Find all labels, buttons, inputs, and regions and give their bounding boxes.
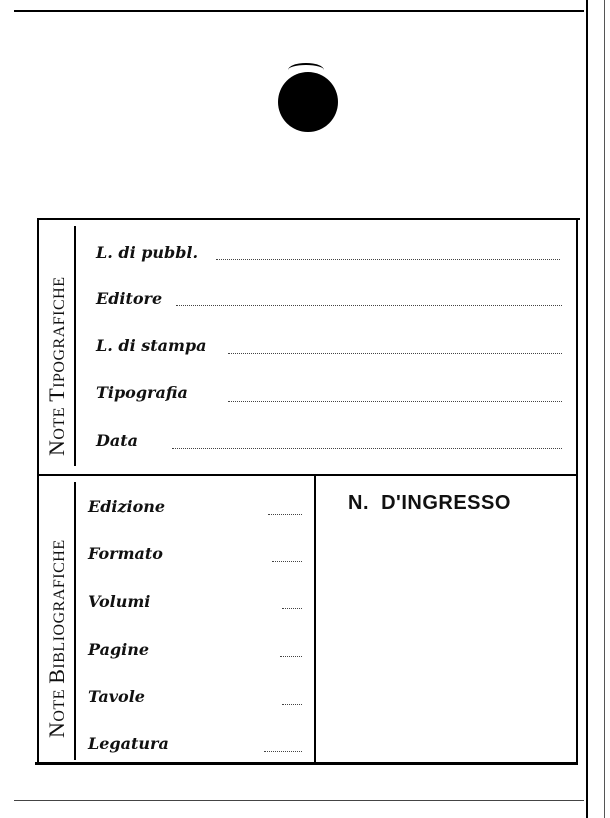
card-bottom-edge <box>14 800 584 801</box>
field-luogo-pubblicazione: L. di pubbl. <box>96 243 199 262</box>
card-top-edge <box>14 10 584 12</box>
form-middle-border <box>37 474 576 476</box>
title-column-divider <box>74 226 76 466</box>
dots-luogo-stampa <box>228 353 562 354</box>
dots-tavole <box>282 704 302 705</box>
dots-volumi <box>282 608 302 609</box>
field-formato: Formato <box>88 544 163 563</box>
dots-data <box>172 448 562 449</box>
field-luogo-stampa: L. di stampa <box>96 336 207 355</box>
dots-editore <box>176 305 562 306</box>
dots-formato <box>272 561 302 562</box>
punch-hole <box>278 72 338 132</box>
field-editore: Editore <box>96 289 163 308</box>
card-right-edge-outer <box>604 0 605 818</box>
field-tipografia: Tipografia <box>96 383 188 402</box>
dots-tipografia <box>228 401 562 402</box>
field-tavole: Tavole <box>88 687 145 706</box>
field-pagine: Pagine <box>88 640 150 659</box>
form-left-border <box>37 218 39 764</box>
form-bottom-border <box>35 762 578 765</box>
ingresso-divider <box>314 476 316 762</box>
form-top-border <box>37 218 580 220</box>
form-right-border <box>576 218 578 764</box>
dots-luogo-pubblicazione <box>216 259 560 260</box>
field-legatura: Legatura <box>88 734 169 753</box>
section-title-tipografiche: NOTE TIPOGRAFICHE <box>44 276 69 456</box>
field-data: Data <box>96 431 138 450</box>
dots-legatura <box>264 751 302 752</box>
card-right-edge <box>586 0 588 818</box>
field-edizione: Edizione <box>88 497 166 516</box>
section-title-bibliografiche: NOTE BIBLIOGRAFICHE <box>44 539 69 738</box>
dots-edizione <box>268 514 302 515</box>
title-column-divider-2 <box>74 482 76 760</box>
field-volumi: Volumi <box>88 592 151 611</box>
numero-ingresso-label: N. D'INGRESSO <box>348 492 511 514</box>
dots-pagine <box>280 656 302 657</box>
